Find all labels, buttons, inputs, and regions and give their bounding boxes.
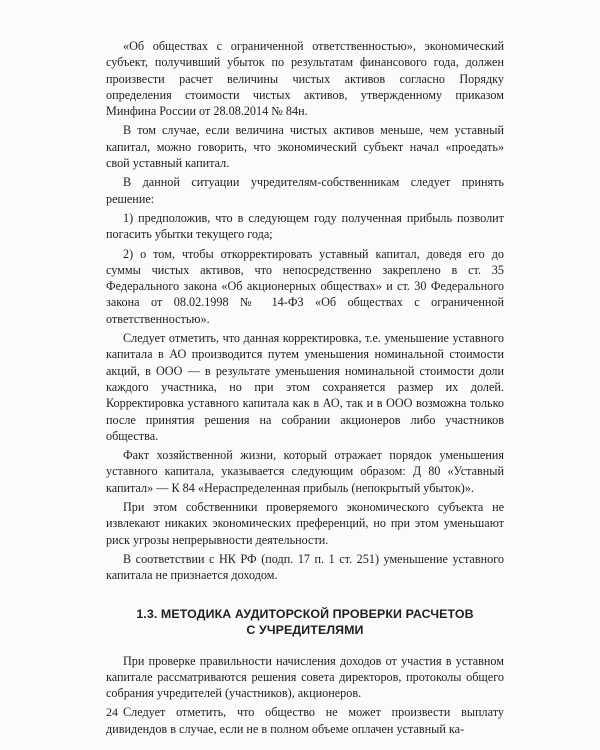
paragraph-adjustment: Следует отметить, что данная корректировка, т.е. уменьшение уставного капитала в АО производится путем уменьшения номинальной стоимости акций, в ООО — в результате уменьшения номинальной стоимости доли каждого участника, но при этом сохраняется размер их долей. Корректировка уставного капитала как в АО, так и в ООО возможна только после принятия решения на собрании акционеров либо участников общества. <box>106 331 504 443</box>
paragraph-net-assets-calculation: «Об обществах с ограниченной ответственностью», экономический субъект, получивший убыток по результатам финансового года, должен произвести расчет величины чистых активов согласно Порядку определения стоимости чистых активов, утвержденному приказом Минфина России от 28.08.2014 № 84н. <box>106 39 504 119</box>
section-heading-line-2: С УЧРЕДИТЕЛЯМИ <box>246 622 364 637</box>
section-heading <box>106 606 504 638</box>
paragraph-tax-code: В соответствии с НК РФ (подп. 17 п. 1 ст. 251) уменьшение уставного капитала не признается доходом. <box>106 551 504 583</box>
list-item-option-2: 2) о том, чтобы откорректировать уставный капитал, доведя его до суммы чистых активов, что непосредственно закреплено в ст. 35 Федерального закона «Об акционерных обществах» и ст. 30 Федерального закона от 08.02.1998 № 14-ФЗ «Об обществах с ограниченной ответственностью». <box>106 246 504 326</box>
section-heading-line-1: 1.3. МЕТОДИКА АУДИТОРСКОЙ ПРОВЕРКИ РАСЧЕТОВ <box>136 606 474 621</box>
paragraph-audit-income: При проверке правильности начисления доходов от участия в уставном капитале рассматриваются решения совета директоров, протоколы общего собрания учредителей (участников), акционеров. <box>106 653 504 701</box>
paragraph-owners-decision: В данной ситуации учредителям-собственникам следует принять решение: <box>106 175 504 206</box>
body-text <box>106 38 504 740</box>
paragraph-no-preferences: При этом собственники проверяемого экономического субъекта не извлекают никаких экономических преференций, но при этом уменьшают риск угрозы непрерывности деятельности. <box>106 500 504 547</box>
list-item-option-1: 1) предположив, что в следующем году полученная прибыль позволит погасить убытки текущего года; <box>106 210 504 242</box>
paragraph-accounting-entry: Факт хозяйственной жизни, который отражает порядок уменьшения уставного капитала, указывается следующим образом: Д 80 «Уставный капитал» — К 84 «Нераспределенная прибыль (непокрытый убыток)». <box>106 448 504 495</box>
page-number: 24 <box>106 705 118 719</box>
paragraph-eating-capital: В том случае, если величина чистых активов меньше, чем уставный капитал, можно говорить, что экономический субъект начал «проедать» свой уставный капитал. <box>106 123 504 171</box>
paragraph-dividends: Следует отметить, что общество не может произвести выплату дивидендов в случае, если не в полном объеме оплачен уставный ка- <box>106 705 504 736</box>
